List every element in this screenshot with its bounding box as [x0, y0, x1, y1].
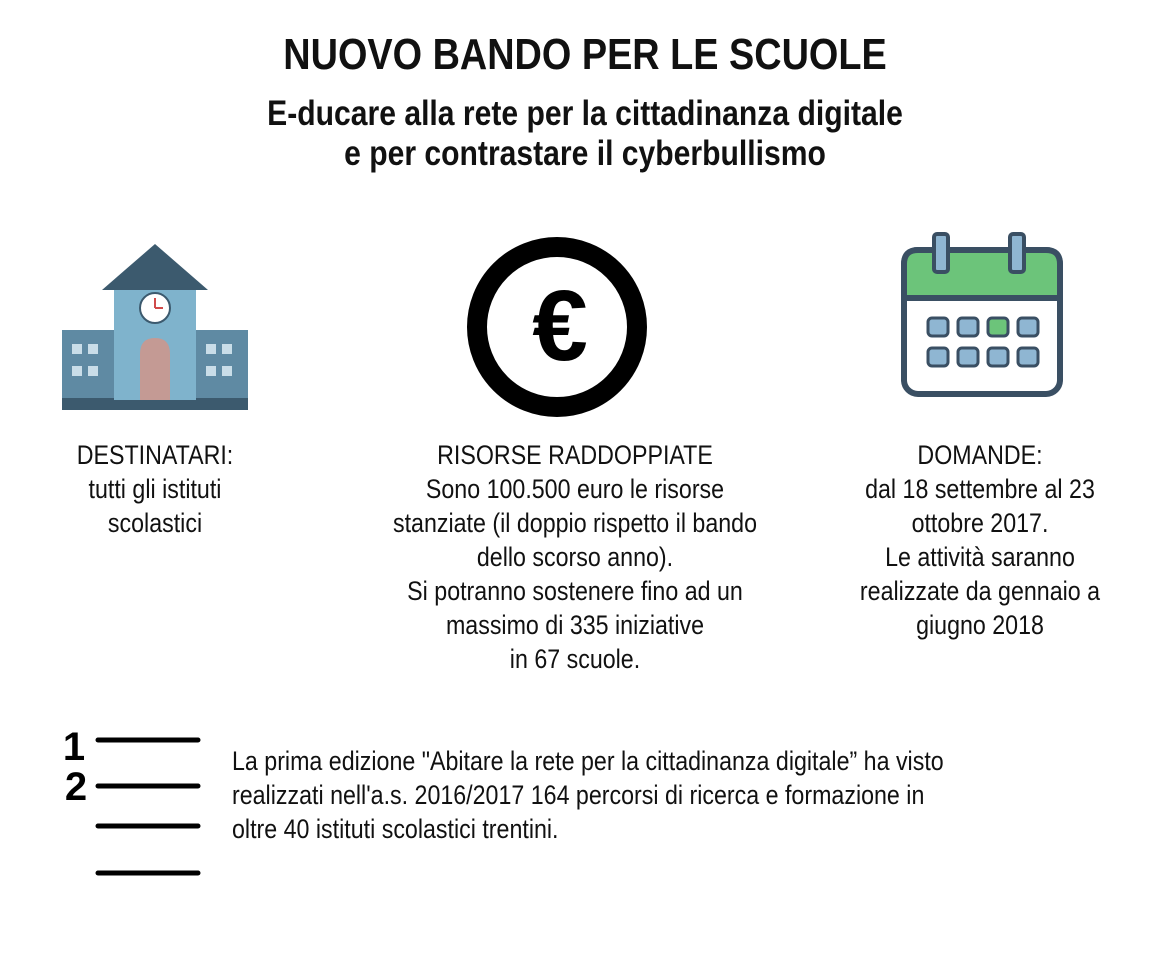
domande-text: realizzate da gennaio a — [859, 576, 1101, 606]
destinatari-block — [39, 438, 271, 540]
school-building-icon — [60, 242, 250, 412]
list-number: 1 — [62, 725, 86, 769]
domande-text: dal 18 settembre al 23 — [865, 474, 1095, 504]
risorse-text: massimo di 335 iniziative — [445, 610, 705, 640]
domande-text: ottobre 2017. — [911, 508, 1049, 538]
list-number: 2 — [64, 765, 88, 809]
footer-line: La prima edizione "Abitare la rete per la cittadinanza digitale” ha visto — [232, 746, 944, 776]
destinatari-text: tutti gli istituti — [88, 474, 222, 504]
footer-line: oltre 40 istituti scolastici trentini. — [232, 814, 559, 844]
risorse-text: stanziate (il doppio rispetto il bando — [392, 508, 757, 538]
subtitle-line: E-ducare alla rete per la cittadinanza digitale — [267, 94, 903, 133]
calendar-icon — [900, 230, 1064, 398]
risorse-block — [339, 438, 812, 676]
risorse-text: Si potranno sostenere fino ad un — [407, 576, 743, 606]
svg-text:€: € — [532, 270, 588, 382]
numbered-list-icon — [60, 722, 205, 882]
risorse-heading: RISORSE RADDOPPIATE — [437, 440, 713, 470]
euro-icon — [462, 232, 652, 422]
risorse-text: Sono 100.500 euro le risorse — [425, 474, 725, 504]
page-title: NUOVO BANDO PER LE SCUOLE — [283, 30, 887, 79]
footer-description — [232, 744, 1092, 846]
domande-text: giugno 2018 — [916, 610, 1044, 640]
subtitle-line: e per contrastare il cyberbullismo — [344, 134, 826, 173]
destinatari-heading: DESTINATARI: — [76, 440, 234, 470]
domande-block — [825, 438, 1135, 642]
risorse-text: in 67 scuole. — [509, 644, 641, 674]
domande-heading: DOMANDE: — [917, 440, 1043, 470]
domande-text: Le attività saranno — [885, 542, 1075, 572]
footer-line: realizzati nell'a.s. 2016/2017 164 percorsi di ricerca e formazione in — [232, 780, 925, 810]
page-subtitle — [82, 94, 1088, 174]
risorse-text: dello scorso anno). — [476, 542, 674, 572]
destinatari-text: scolastici — [107, 508, 203, 538]
